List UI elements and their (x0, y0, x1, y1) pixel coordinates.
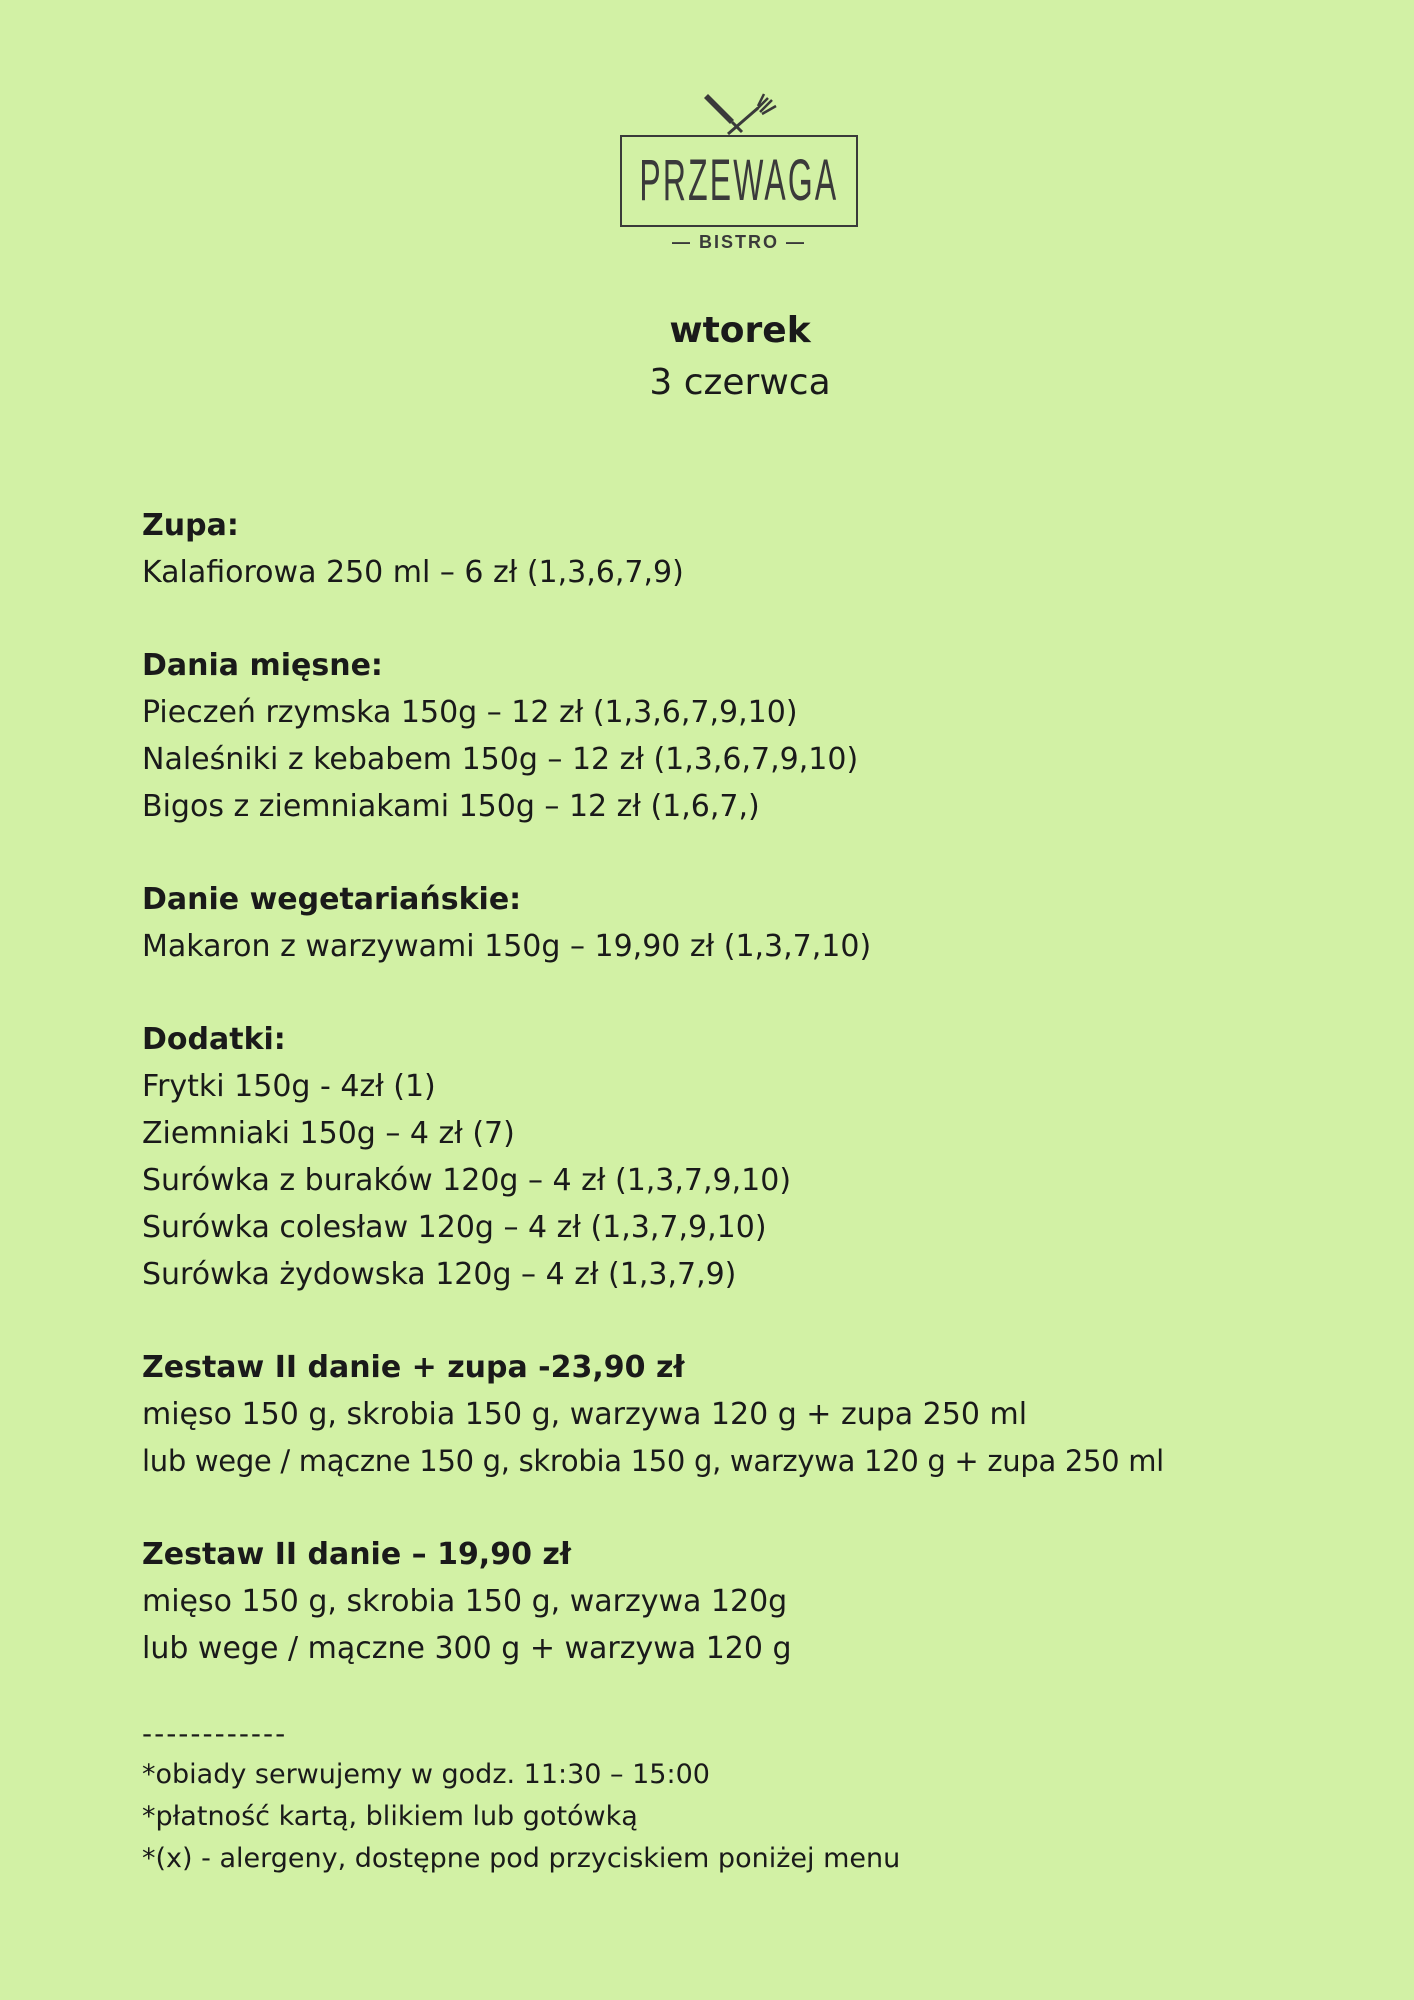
divider: ------------ (142, 1717, 288, 1750)
section-soup (142, 502, 1392, 596)
menu-body (142, 502, 1392, 1718)
cutlery-icon (700, 90, 780, 138)
note-allergens: *(x) - alergeny, dostępne pod przyciskiem poniżej menu (142, 1843, 901, 1874)
note-hours: *obiady serwujemy w godz. 11:30 – 15:00 (142, 1759, 710, 1790)
logo (620, 90, 862, 260)
logo-name: PRZEWAGA (639, 148, 839, 213)
section-title: Zestaw II danie – 19,90 zł (142, 1537, 571, 1572)
menu-date: 3 czerwca (649, 362, 831, 403)
section-title: Dania mięsne: (142, 648, 383, 683)
section-sides (142, 1016, 1392, 1298)
section-set-with-soup (142, 1344, 1392, 1485)
section-title: Zestaw II danie + zupa -23,90 zł (142, 1350, 685, 1385)
menu-item: mięso 150 g, skrobia 150 g, warzywa 120g (142, 1584, 788, 1619)
menu-item: Pieczeń rzymska 150g – 12 zł (1,3,6,7,9,10) (142, 695, 798, 730)
menu-item: Frytki 150g - 4zł (1) (142, 1069, 436, 1104)
footer-notes (142, 1714, 1342, 1880)
menu-item: mięso 150 g, skrobia 150 g, warzywa 120 g + zupa 250 ml (142, 1397, 1028, 1432)
note-payment: *płatność kartą, blikiem lub gotówką (142, 1801, 638, 1832)
menu-item: Kalafiorowa 250 ml – 6 zł (1,3,6,7,9) (142, 555, 684, 590)
logo-subtitle: — BISTRO — (671, 232, 806, 252)
section-title: Zupa: (142, 508, 239, 543)
section-title: Dodatki: (142, 1022, 286, 1057)
menu-item: lub wege / mączne 150 g, skrobia 150 g, warzywa 120 g + zupa 250 ml (142, 1444, 1164, 1478)
menu-item: Makaron z warzywami 150g – 19,90 zł (1,3,7,10) (142, 929, 872, 964)
menu-item: Surówka żydowska 120g – 4 zł (1,3,7,9) (142, 1257, 737, 1292)
menu-header (0, 305, 1414, 409)
menu-item: Surówka colesław 120g – 4 zł (1,3,7,9,10) (142, 1210, 767, 1245)
logo-frame (620, 135, 858, 227)
menu-item: lub wege / mączne 300 g + warzywa 120 g (142, 1631, 792, 1666)
menu-item: Naleśniki z kebabem 150g – 12 zł (1,3,6,7,9,10) (142, 742, 859, 777)
section-set-main (142, 1531, 1392, 1672)
menu-item: Surówka z buraków 120g – 4 zł (1,3,7,9,10) (142, 1163, 792, 1198)
menu-day: wtorek (669, 310, 811, 351)
section-title: Danie wegetariańskie: (142, 882, 522, 917)
section-vegetarian (142, 876, 1392, 970)
section-meat-dishes (142, 642, 1392, 830)
menu-item: Bigos z ziemniakami 150g – 12 zł (1,6,7,) (142, 789, 760, 824)
menu-item: Ziemniaki 150g – 4 zł (7) (142, 1116, 515, 1151)
